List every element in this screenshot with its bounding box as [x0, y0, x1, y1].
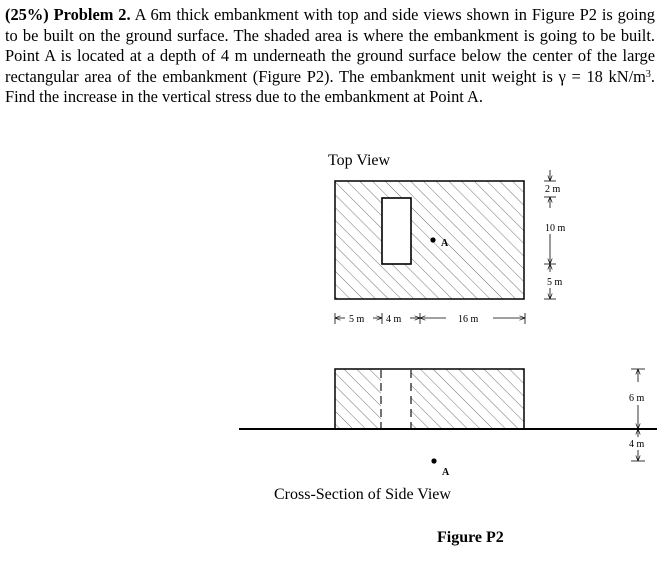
point-a-top-label: A: [441, 238, 449, 249]
point-a-top-marker: [430, 237, 435, 242]
dim-2m-label: 2 m: [545, 184, 561, 195]
problem-text-2: . Find the increase in the vertical stress due to the embankment at Point A.: [5, 66, 655, 107]
top-view-hole: [382, 198, 411, 264]
top-view-hatched-area: [335, 181, 524, 299]
top-view-bottom-dimensions: [335, 313, 525, 325]
cross-section-title: Cross-Section of Side View: [274, 486, 451, 503]
dim-5m-label: 5 m: [547, 277, 563, 288]
point-a-section-marker: [431, 458, 436, 463]
dim-4m-bottom-label: 4 m: [386, 314, 402, 325]
dim-4m-depth-label: 4 m: [629, 439, 645, 450]
section-hatch-left: [335, 369, 381, 429]
dim-16m-bottom-label: 16 m: [458, 314, 479, 325]
section-dimensions: [629, 369, 645, 461]
problem-label: (25%) Problem 2.: [5, 5, 131, 24]
cross-section: [239, 369, 657, 478]
unit-superscript: 3: [645, 68, 651, 80]
point-a-section-label: A: [442, 467, 450, 478]
top-view-right-dimensions: [544, 170, 566, 299]
problem-text-1: A 6m thick embankment with top and side views shown in Figure P2 is going to be built on the ground surface. The shaded area is where the embankment is going to be built. Point A is located at a depth of 4 m underneath the ground surface below the center of the large rectangular area of the embankment (Figure P2). The embankment unit weight is γ = 18 kN/m: [5, 5, 655, 86]
dim-5m-bottom-label: 5 m: [349, 314, 365, 325]
top-view-plan: [335, 181, 524, 299]
dim-10m-label: 10 m: [545, 223, 566, 234]
dim-6m-label: 6 m: [629, 393, 645, 404]
figure-caption: Figure P2: [437, 529, 504, 546]
section-hatch-right: [411, 369, 524, 429]
top-view-title: Top View: [328, 152, 391, 169]
